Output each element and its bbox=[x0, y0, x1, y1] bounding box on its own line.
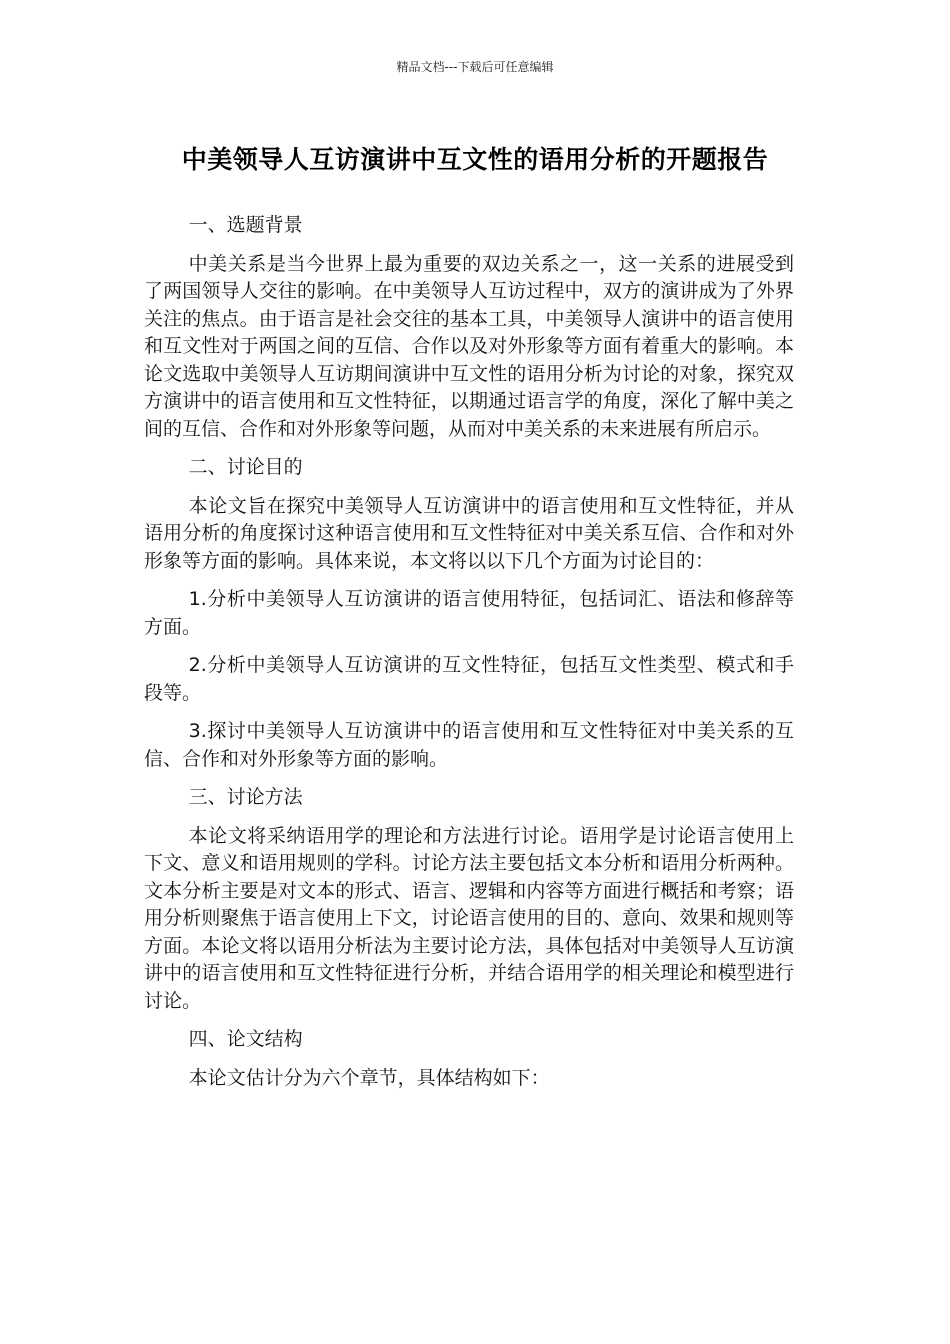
list-item: 2.分析中美领导人互访演讲的互文性特征，包括互文性类型、模式和手段等。 bbox=[144, 654, 794, 704]
document-title: 中美领导人互访演讲中互文性的语用分析的开题报告 bbox=[181, 145, 769, 174]
section-heading-background: 一、选题背景 bbox=[188, 214, 303, 236]
document-body bbox=[144, 212, 794, 1103]
section-heading-method: 三、讨论方法 bbox=[188, 786, 303, 808]
section-heading-purpose: 二、讨论目的 bbox=[188, 456, 303, 478]
paragraph: 中美关系是当今世界上最为重要的双边关系之一，这一关系的进展受到了两国领导人交往的影响。在中美领导人互访过程中，双方的演讲成为了外界关注的焦点。由于语言是社会交往的基本工具，中美领导人演讲中的语言使用和互文性对于两国之间的互信、合作以及对外形象等方面有着重大的影响。本论文选取中美领导人互访期间演讲中互文性的语用分析为讨论的对象，探究双方演讲中的语言使用和互文性特征，以期通过语言学的角度，深化了解中美之间的互信、合作和对外形象等问题，从而对中美关系的未来进展有所启示。 bbox=[144, 252, 794, 440]
paragraph: 本论文旨在探究中美领导人互访演讲中的语言使用和互文性特征，并从语用分析的角度探讨这种语言使用和互文性特征对中美关系互信、合作和对外形象等方面的影响。具体来说，本文将以以下几个方面为讨论目的： bbox=[144, 494, 794, 572]
paragraph: 本论文将采纳语用学的理论和方法进行讨论。语用学是讨论语言使用上下文、意义和语用规则的学科。讨论方法主要包括文本分析和语用分析两种。文本分析主要是对文本的形式、语言、逻辑和内容等方面进行概括和考察；语用分析则聚焦于语言使用上下文，讨论语言使用的目的、意向、效果和规则等方面。本论文将以语用分析法为主要讨论方法，具体包括对中美领导人互访演讲中的语言使用和互文性特征进行分析，并结合语用学的相关理论和模型进行讨论。 bbox=[144, 824, 794, 1012]
list-item: 3.探讨中美领导人互访演讲中的语言使用和互文性特征对中美关系的互信、合作和对外形象等方面的影响。 bbox=[144, 720, 794, 770]
section-heading-structure: 四、论文结构 bbox=[188, 1028, 303, 1050]
list-item: 1.分析中美领导人互访演讲的语言使用特征，包括词汇、语法和修辞等方面。 bbox=[144, 588, 794, 638]
paragraph: 本论文估计分为六个章节，具体结构如下： bbox=[188, 1066, 550, 1089]
page-header-note: 精品文档---下载后可任意编辑 bbox=[396, 60, 554, 74]
